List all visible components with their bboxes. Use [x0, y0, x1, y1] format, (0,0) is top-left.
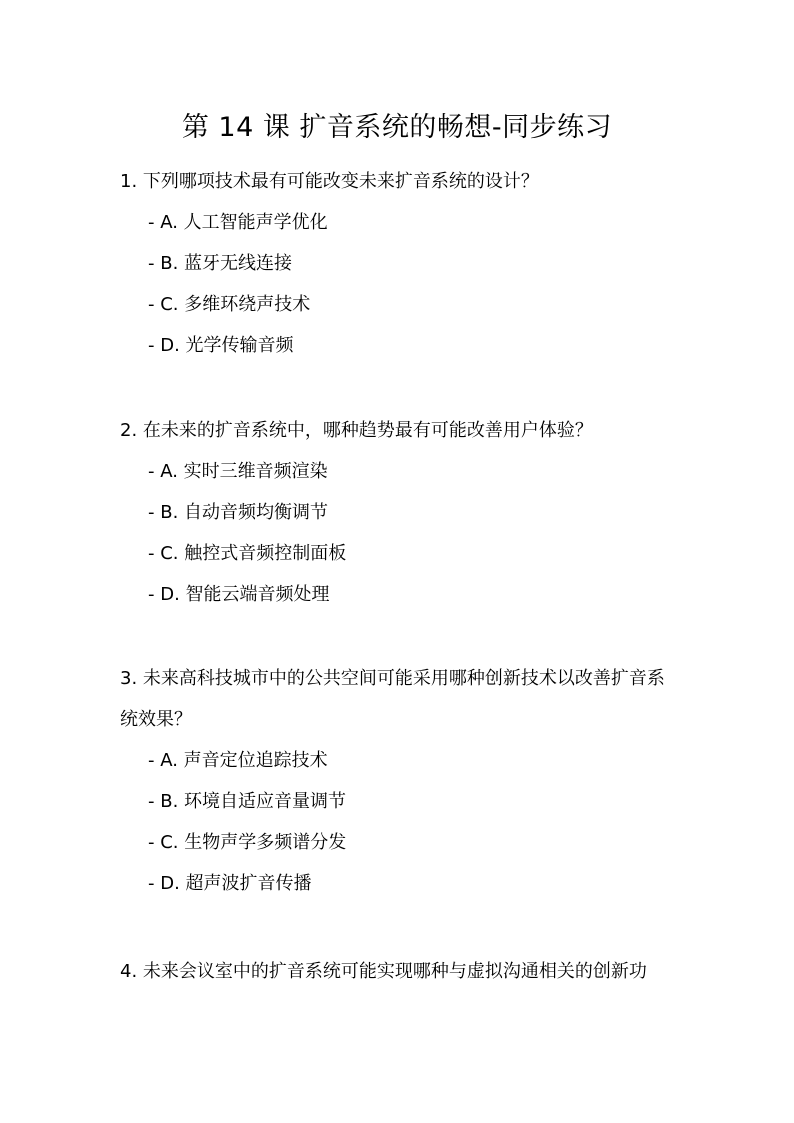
- question-text: 1. 下列哪项技术最有可能改变未来扩音系统的设计？: [120, 171, 539, 192]
- question-text: 3. 未来高科技城市中的公共空间可能采用哪种创新技术以改善扩音系统效果？: [120, 668, 665, 730]
- option-c: - C. 生物声学多频谱分发: [148, 832, 347, 853]
- question-4: [120, 951, 680, 992]
- option-a: - A. 声音定位追踪技术: [148, 750, 328, 771]
- option-a: - A. 实时三维音频渲染: [148, 461, 328, 482]
- option-list: [120, 202, 680, 366]
- option-b: - B. 自动音频均衡调节: [148, 502, 329, 523]
- question-2: [120, 410, 680, 615]
- option-d: - D. 智能云端音频处理: [148, 584, 330, 605]
- option-d: - D. 超声波扩音传播: [148, 873, 312, 894]
- option-b: - B. 蓝牙无线连接: [148, 253, 293, 274]
- option-b: - B. 环境自适应音量调节: [148, 791, 347, 812]
- question-1: [120, 161, 680, 366]
- option-list: [120, 740, 680, 904]
- question-3: [120, 658, 680, 904]
- document-title: 第 14 课 扩音系统的畅想-同步练习: [181, 112, 613, 143]
- option-c: - C. 多维环绕声技术: [148, 294, 311, 315]
- option-list: [120, 451, 680, 615]
- question-text: 4. 未来会议室中的扩音系统可能实现哪种与虚拟沟通相关的创新功: [120, 961, 647, 982]
- question-text: 2. 在未来的扩音系统中，哪种趋势最有可能改善用户体验？: [120, 420, 593, 441]
- option-a: - A. 人工智能声学优化: [148, 212, 328, 233]
- option-c: - C. 触控式音频控制面板: [148, 543, 347, 564]
- option-d: - D. 光学传输音频: [148, 335, 294, 356]
